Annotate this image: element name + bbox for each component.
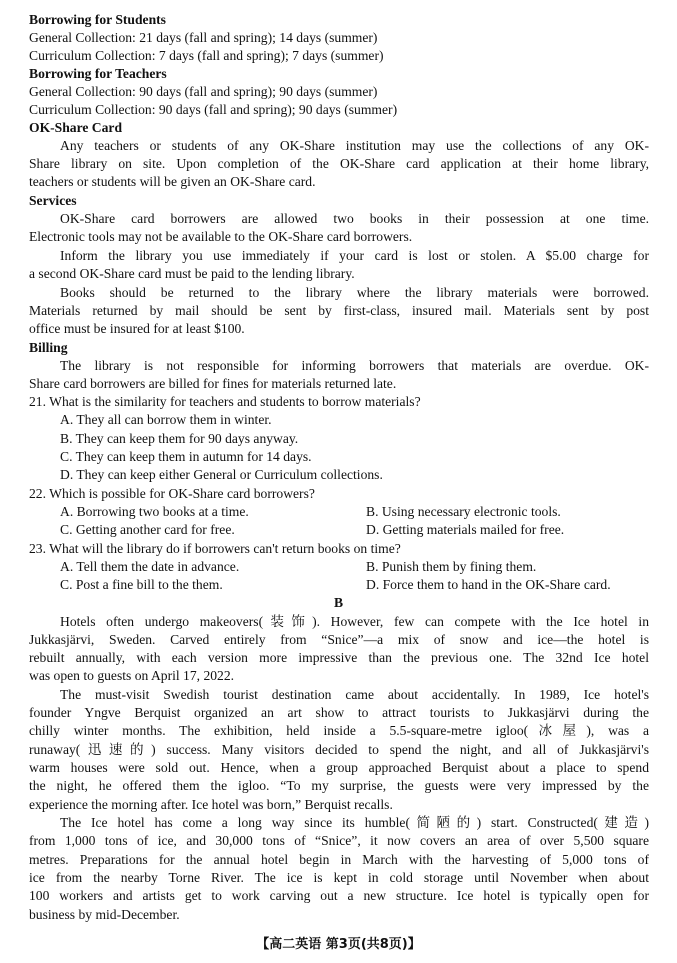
- passage-line: the night, he offered them the igloo. “To my surprise, the guests were very impressed by the: [29, 778, 649, 793]
- section-b-label: B: [333, 595, 344, 610]
- question-23-option-a: A. Tell them the date in advance.: [60, 559, 240, 574]
- services-line: Electronic tools may not be available to the OK-Share card borrowers.: [29, 229, 413, 244]
- passage-line: experience the morning after. Ice hotel was born,” Berquist recalls.: [29, 797, 393, 812]
- billing-line: The library is not responsible for informing borrowers that materials are overdue. OK-: [60, 358, 649, 373]
- passage-line: chilly winter months. The exhibition, held inside a 5.5-square-metre igloo(冰屋), was a: [29, 723, 649, 738]
- passage-line: rebuilt annually, with each version more impressive than the previous one. The 32nd Ice hotel: [29, 650, 649, 665]
- question-23-option-c: C. Post a fine bill to the them.: [60, 577, 223, 592]
- passage-line: The Ice hotel has come a long way since its humble(简陋的) start. Constructed(建造): [60, 815, 649, 830]
- passage-line: 100 workers and artists get to work carving out a new structure. Ice hotel is typically open for: [29, 888, 649, 903]
- passage-line: founder Yngve Berquist organized an art show to attract tourists to Jukkasjärvi during the: [29, 705, 649, 720]
- question-21-option-c: C. They can keep them in autumn for 14 days.: [60, 449, 312, 464]
- card-line: Any teachers or students of any OK-Share institution may use the collections of any OK-: [60, 138, 649, 153]
- passage-line: Hotels often undergo makeovers(装饰). However, few can compete with the Ice hotel in: [60, 614, 649, 629]
- card-line: Share library on site. Upon completion of the OK-Share card application at their home library,: [29, 156, 649, 171]
- card-line: teachers or students will be given an OK-Share card.: [29, 174, 316, 189]
- question-22-option-d: D. Getting materials mailed for free.: [366, 522, 565, 537]
- passage-line: runaway(迅速的) success. Many visitors decided to spend the night, and all of Jukkasjärvi's: [29, 742, 649, 757]
- services-line: OK-Share card borrowers are allowed two books in their possession at one time.: [60, 211, 649, 226]
- question-21-option-d: D. They can keep either General or Curriculum collections.: [60, 467, 383, 482]
- passage-line: was open to guests on April 17, 2022.: [29, 668, 235, 683]
- page-footer: 【高二英语 第3页(共8页)】: [256, 937, 421, 952]
- teachers-general-line: General Collection: 90 days (fall and spring); 90 days (summer): [29, 84, 378, 99]
- card-heading: OK-Share Card: [29, 120, 123, 135]
- passage-line: warm houses were sold out. Hence, when a group approached Berquist about a place to spend: [29, 760, 649, 775]
- question-23-option-b: B. Punish them by fining them.: [366, 559, 537, 574]
- services-line: a second OK-Share card must be paid to the lending library.: [29, 266, 355, 281]
- question-22-option-a: A. Borrowing two books at a time.: [60, 504, 249, 519]
- question-22-option-b: B. Using necessary electronic tools.: [366, 504, 561, 519]
- passage-line: metres. Preparations for the annual hotel begin in March with the harvesting of 5,000 tons of: [29, 852, 649, 867]
- question-23-stem: 23. What will the library do if borrowers can't return books on time?: [29, 541, 401, 556]
- passage-line: from 1,000 tons of ice, and 30,000 tons of “Snice”, it now covers an area of over 5,500 square: [29, 833, 649, 848]
- question-22-option-c: C. Getting another card for free.: [60, 522, 235, 537]
- services-heading: Services: [29, 193, 77, 208]
- services-line: office must be insured for at least $100.: [29, 321, 245, 336]
- services-line: Books should be returned to the library where the library materials were borrowed.: [60, 285, 649, 300]
- students-heading: Borrowing for Students: [29, 12, 166, 27]
- question-21-option-b: B. They can keep them for 90 days anyway.: [60, 431, 299, 446]
- passage-line: ice from the nearby Torne River. The ice is kept in cold storage until November when about: [29, 870, 649, 885]
- question-22-stem: 22. Which is possible for OK-Share card borrowers?: [29, 486, 315, 501]
- passage-line: Jukkasjärvi, Sweden. Carved entirely from “Snice”—a mix of snow and ice—the hotel is: [29, 632, 649, 647]
- students-general-line: General Collection: 21 days (fall and spring); 14 days (summer): [29, 30, 378, 45]
- question-21-stem: 21. What is the similarity for teachers and students to borrow materials?: [29, 394, 421, 409]
- students-curriculum-line: Curriculum Collection: 7 days (fall and spring); 7 days (summer): [29, 48, 384, 63]
- teachers-heading: Borrowing for Teachers: [29, 66, 167, 81]
- passage-line: The must-visit Swedish tourist destination came about accidentally. In 1989, Ice hotel's: [60, 687, 649, 702]
- passage-line: business by mid-December.: [29, 907, 180, 922]
- services-line: Inform the library you use immediately if your card is lost or stolen. A $5.00 charge for: [60, 248, 649, 263]
- services-line: Materials returned by mail should be sent by first-class, insured mail. Materials sent by post: [29, 303, 649, 318]
- question-23-option-d: D. Force them to hand in the OK-Share card.: [366, 577, 611, 592]
- billing-line: Share card borrowers are billed for fines for materials returned late.: [29, 376, 397, 391]
- teachers-curriculum-line: Curriculum Collection: 90 days (fall and spring); 90 days (summer): [29, 102, 398, 117]
- question-21-option-a: A. They all can borrow them in winter.: [60, 412, 272, 427]
- billing-heading: Billing: [29, 340, 68, 355]
